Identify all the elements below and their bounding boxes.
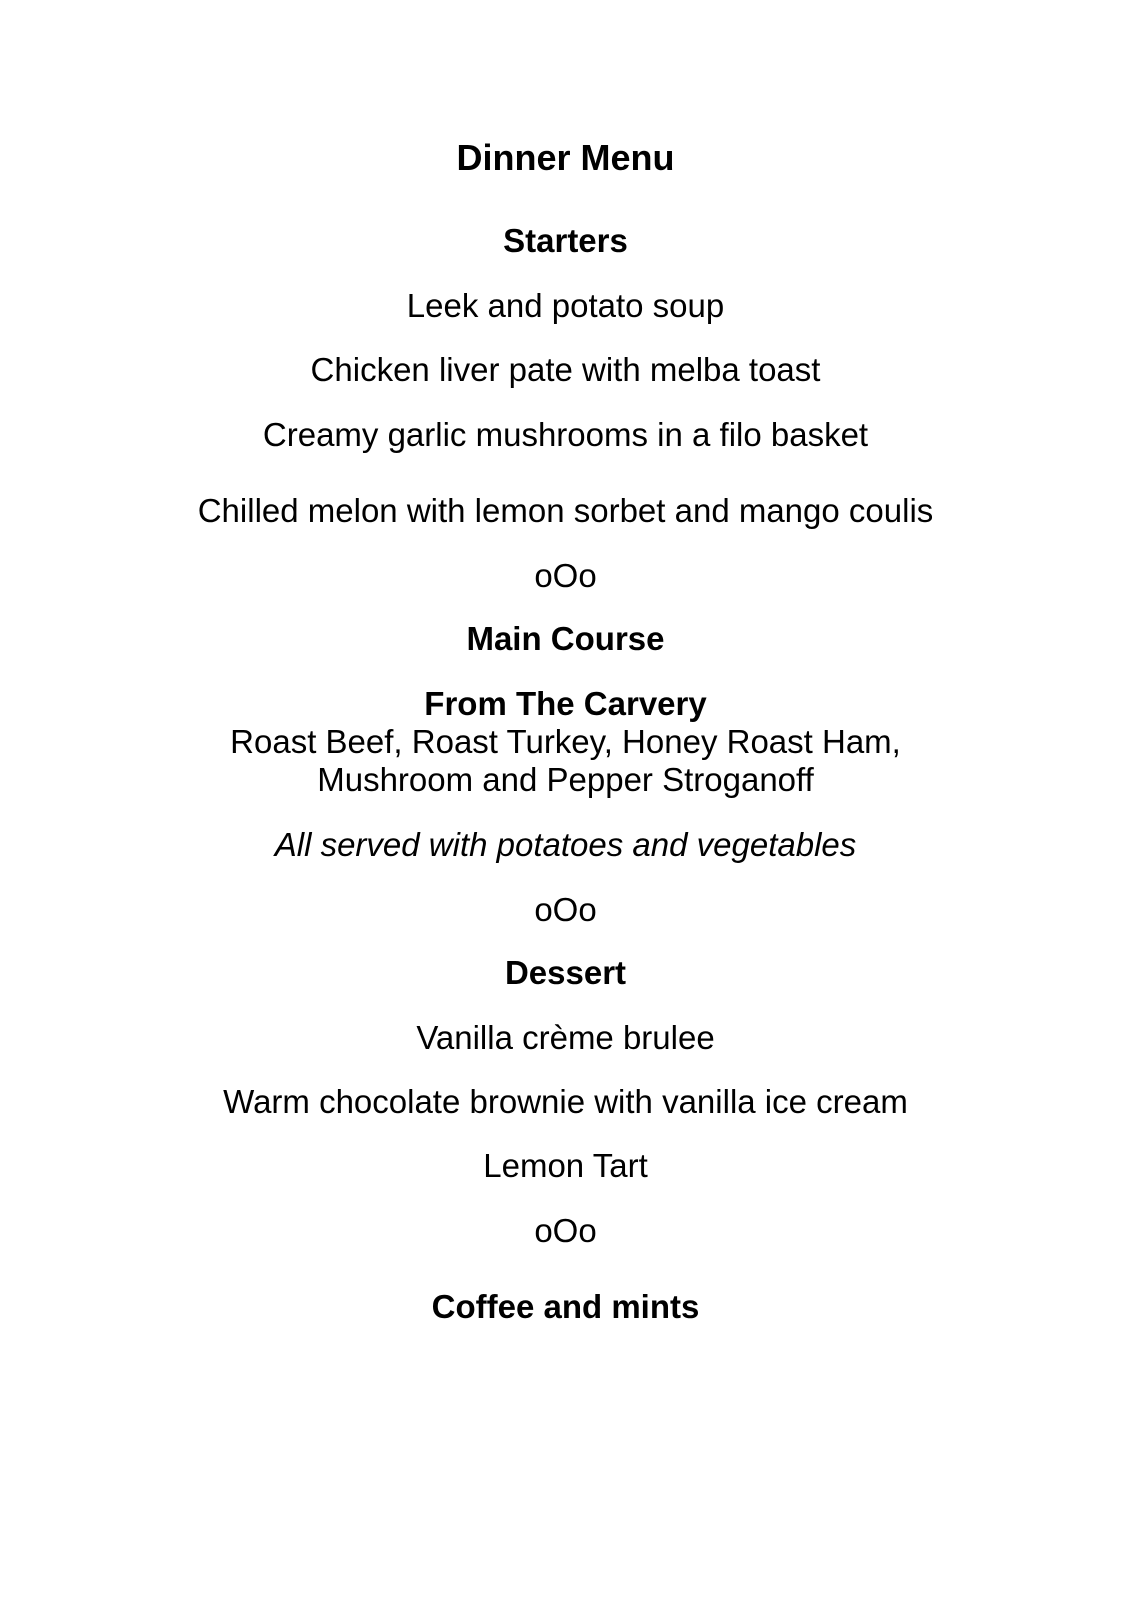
starter-item: Creamy garlic mushrooms in a filo basket [262,416,869,453]
starter-item: Chicken liver pate with melba toast [310,351,821,388]
dessert-item: Warm chocolate brownie with vanilla ice cream [223,1083,908,1120]
carvery-subheading: From The Carvery [424,685,707,722]
section-separator: oOo [534,557,597,594]
starter-item: Leek and potato soup [406,287,725,324]
starter-item: Chilled melon with lemon sorbet and mango coulis [197,492,934,529]
section-separator: oOo [534,1212,597,1249]
menu-title: Dinner Menu [456,137,675,178]
closing-heading: Coffee and mints [431,1288,700,1325]
dessert-heading: Dessert [504,954,627,991]
starters-heading: Starters [503,222,628,259]
carvery-line: Roast Beef, Roast Turkey, Honey Roast Ham, [230,723,901,760]
section-separator: oOo [534,891,597,928]
carvery-line: Mushroom and Pepper Stroganoff [317,761,814,798]
dessert-item: Lemon Tart [483,1147,648,1184]
main-course-note: All served with potatoes and vegetables [274,826,857,863]
main-course-heading: Main Course [466,620,665,657]
dessert-item: Vanilla crème brulee [416,1019,715,1056]
